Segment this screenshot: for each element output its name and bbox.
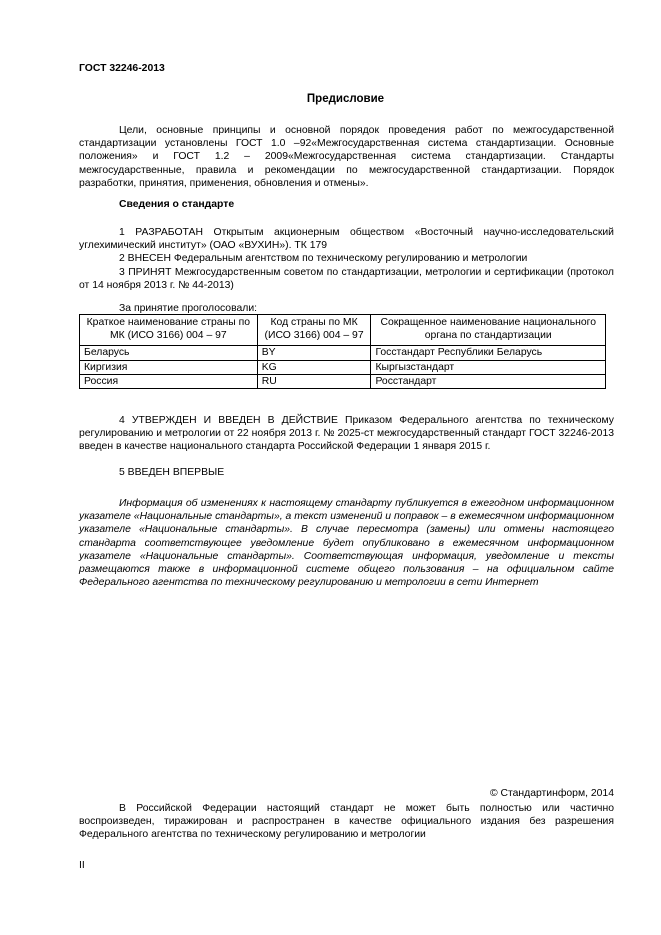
- table-row: [80, 374, 606, 388]
- page-title: Предисловие: [306, 93, 385, 105]
- table-cell-country: Киргизия: [80, 360, 258, 374]
- table-cell-country: Россия: [80, 374, 258, 388]
- item-approved: 4 УТВЕРЖДЕН И ВВЕДЕН В ДЕЙСТВИЕ Приказом Федерального агентства по техническому регулированию и метрологии от 22 ноября 2013 г. № 2025-ст межгосударственный стандарт ГОСТ 32246-2013 введен в качестве национального стандарта Российской Федерации 1 января 2015 г.: [79, 415, 614, 453]
- table-cell-body: Росстандарт: [371, 374, 606, 388]
- approved-block: [79, 414, 614, 454]
- info-notice-block: [79, 497, 614, 589]
- table-cell-body: Госстандарт Республики Беларусь: [371, 346, 606, 360]
- copyright: © Стандартинформ, 2014: [489, 788, 614, 799]
- item-introduced: 2 ВНЕСЕН Федеральным агентством по техническому регулированию и метрологии: [119, 253, 528, 265]
- item-developed: 1 РАЗРАБОТАН Открытым акционерным обществом «Восточный научно-исследовательский углехимический институт» (ОАО «ВУХИН»). ТК 179: [79, 227, 614, 252]
- section-title: Сведения о стандарте: [119, 199, 235, 210]
- voted-caption: За принятие проголосовали:: [119, 303, 258, 314]
- items-block: [79, 226, 614, 292]
- standard-number: ГОСТ 32246-2013: [79, 63, 165, 74]
- reproduction-block: [79, 802, 614, 842]
- table-cell-code: RU: [257, 374, 371, 388]
- table-cell-country: Беларусь: [80, 346, 258, 360]
- table-row: [80, 360, 606, 374]
- intro-paragraph: Цели, основные принципы и основной порядок проведения работ по межгосударственной стандартизации установлены ГОСТ 1.0 –92«Межгосударственная система стандартизации. Основные положения» и ГОСТ 1.2 – 2009«Межгосударственная система стандартизации. Стандарты межгосударственные, правила и рекомендации по межгосударственной стандартизации. Порядок разработки, принятия, применения, обновления и отмены».: [79, 125, 614, 189]
- table-header-country: Краткое наименование страны по МК (ИСО 3166) 004 – 97: [80, 315, 258, 346]
- table-row: [80, 346, 606, 360]
- first-time-block: [79, 466, 614, 479]
- table-cell-code: BY: [257, 346, 371, 360]
- table-header-row: [80, 315, 606, 346]
- info-notice: Информация об изменениях к настоящему стандарту публикуется в ежегодном информационном указателе «Национальные стандарты», а текст изменений и поправок – в ежемесячном информационном указателе «Национальные стандарты». В случае пересмотра (замены) или отмены настоящего стандарта соответствующее уведомление будет опубликовано в ежемесячном информационном указателе «Национальные стандарты». Соответствующая информация, уведомление и тексты размещаются также в информационной системе общего пользования – на официальном сайте Федерального агентства по техническому регулированию и метрологии в сети Интернет: [79, 498, 614, 589]
- intro-block: [79, 124, 614, 190]
- table-header-code: Код страны по МК (ИСО 3166) 004 – 97: [257, 315, 371, 346]
- table-cell-body: Кыргызстандарт: [371, 360, 606, 374]
- table-header-body: Сокращенное наименование национального органа по стандартизации: [371, 315, 606, 346]
- page-number: II: [79, 860, 85, 871]
- item-first-time: 5 ВВЕДЕН ВПЕРВЫЕ: [119, 467, 225, 478]
- section-block: [79, 198, 614, 211]
- table-cell-code: KG: [257, 360, 371, 374]
- item-adopted: 3 ПРИНЯТ Межгосударственным советом по стандартизации, метрологии и сертификации (протокол от 14 ноября 2013 г. № 44-2013): [79, 266, 614, 291]
- reproduction-notice: В Российской Федерации настоящий стандарт не может быть полностью или частично воспроизведен, тиражирован и распространен в качестве официального издания без разрешения Федерального агентства по техническому регулированию и метрологии: [79, 803, 614, 841]
- voting-table: [79, 314, 606, 389]
